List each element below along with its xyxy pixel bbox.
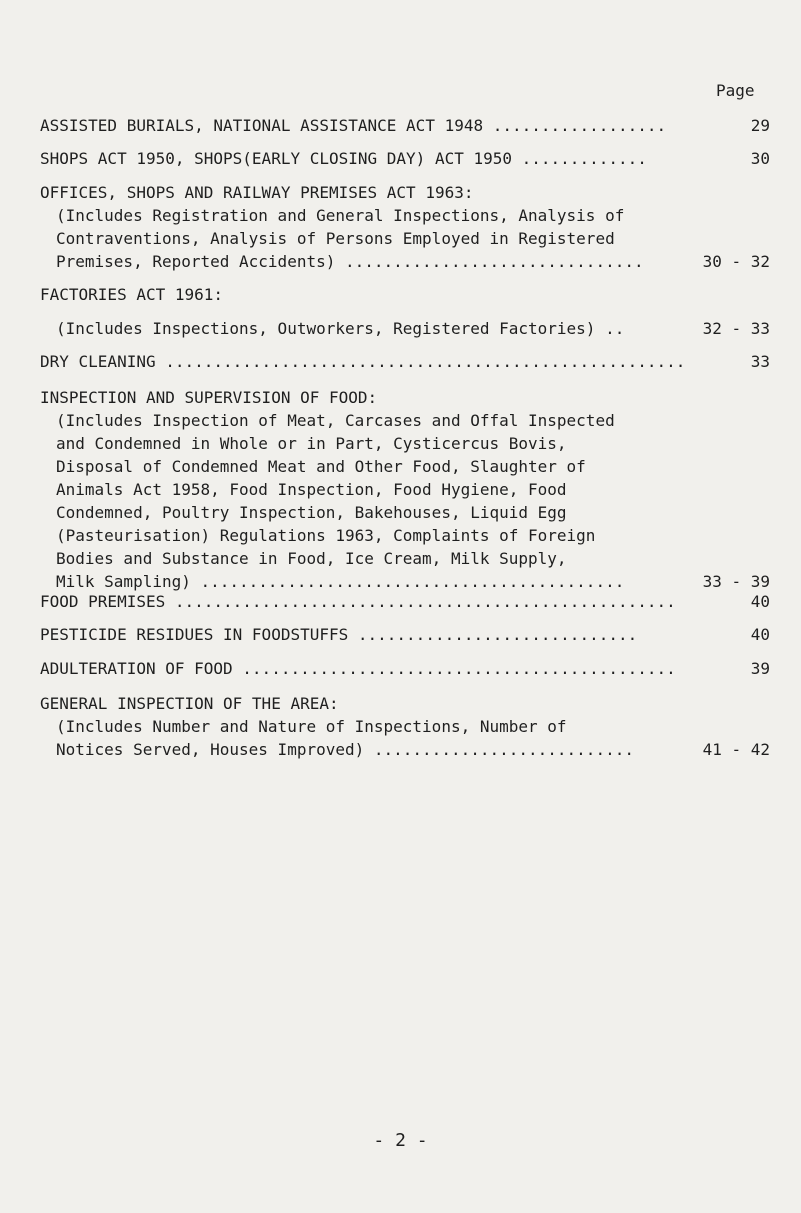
entry-text: DRY CLEANING ...................................................... [40, 352, 686, 371]
entry-text: PESTICIDE RESIDUES IN FOODSTUFFS ............................. [40, 625, 638, 644]
toc-entry-inspection-food [40, 386, 770, 593]
toc-entry-adulteration [40, 657, 770, 680]
toc-entry-pesticide-residues [40, 623, 770, 646]
page-number: - 2 - [373, 1130, 428, 1151]
entry-page: 33 [750, 352, 770, 371]
entry-text: Premises, Reported Accidents) ............................... [56, 252, 644, 271]
entry-heading: GENERAL INSPECTION OF THE AREA: [40, 694, 339, 713]
entry-text: Contraventions, Analysis of Persons Employed in Registered [56, 229, 615, 248]
entry-text: (Includes Number and Nature of Inspections, Number of [56, 717, 567, 736]
entry-text: (Includes Inspections, Outworkers, Registered Factories) .. [56, 319, 625, 338]
toc-entry-general-inspection [40, 692, 770, 761]
toc-entry-factories-includes [40, 317, 770, 340]
toc-entry-assisted-burials [40, 114, 770, 137]
entry-text: SHOPS ACT 1950, SHOPS(EARLY CLOSING DAY) ACT 1950 ............. [40, 149, 647, 168]
entry-text: ADULTERATION OF FOOD ............................................. [40, 659, 676, 678]
entry-heading: FACTORIES ACT 1961: [40, 285, 224, 304]
entry-text: and Condemned in Whole or in Part, Cysticercus Bovis, [56, 434, 567, 453]
entry-text: Notices Served, Houses Improved) ........................... [56, 740, 634, 759]
entry-text: Milk Sampling) ............................................ [56, 572, 625, 591]
entry-heading: OFFICES, SHOPS AND RAILWAY PREMISES ACT 1963: [40, 183, 474, 202]
entry-text: FOOD PREMISES .................................................... [40, 592, 676, 611]
entry-page: 41 - 42 [702, 740, 770, 759]
entry-text: Bodies and Substance in Food, Ice Cream, Milk Supply, [56, 549, 567, 568]
toc-entry-shops-act [40, 147, 770, 170]
entry-text: (Includes Inspection of Meat, Carcases and Offal Inspected [56, 411, 615, 430]
entry-page: 40 [750, 592, 770, 611]
entry-page: 29 [750, 116, 770, 135]
toc-entry-offices-shops-railway [40, 181, 770, 273]
entry-page: 39 [750, 659, 770, 678]
entry-text: Condemned, Poultry Inspection, Bakehouses, Liquid Egg [56, 503, 567, 522]
entry-text: (Includes Registration and General Inspections, Analysis of [56, 206, 625, 225]
entry-text: (Pasteurisation) Regulations 1963, Complaints of Foreign [56, 526, 596, 545]
entry-page: 33 - 39 [702, 572, 770, 591]
entry-page: 30 - 32 [702, 252, 770, 271]
toc-entry-dry-cleaning [40, 350, 770, 373]
entry-text: ASSISTED BURIALS, NATIONAL ASSISTANCE ACT 1948 .................. [40, 116, 667, 135]
entry-page: 30 [750, 149, 770, 168]
entry-text: Animals Act 1958, Food Inspection, Food Hygiene, Food [56, 480, 567, 499]
entry-page: 40 [750, 625, 770, 644]
entry-text: Disposal of Condemned Meat and Other Food, Slaughter of [56, 457, 586, 476]
toc-entry-food-premises [40, 590, 770, 613]
page-column-header: Page [716, 81, 755, 100]
entry-heading: INSPECTION AND SUPERVISION OF FOOD: [40, 388, 378, 407]
entry-page: 32 - 33 [702, 319, 770, 338]
toc-entry-factories-act [40, 283, 770, 306]
